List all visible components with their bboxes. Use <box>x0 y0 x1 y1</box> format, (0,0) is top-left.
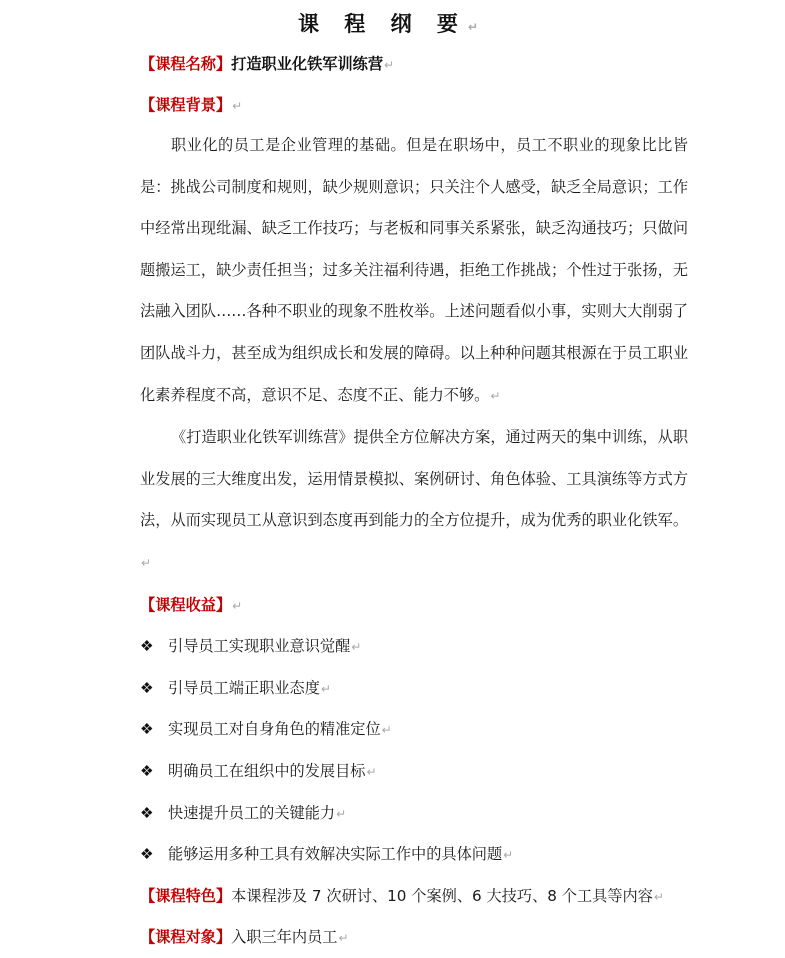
benefits-label: 【课程收益】 <box>140 596 232 614</box>
paragraph-mark-icon: ↵ <box>141 555 152 570</box>
features-label: 【课程特色】 <box>140 887 232 905</box>
benefit-item <box>140 803 700 824</box>
benefit-item <box>140 761 700 782</box>
background-paragraph-1-text: 职业化的员工是企业管理的基础。但是在职场中，员工不职业的现象比比皆是：挑战公司制度和规则，缺少规则意识；只关注个人感受，缺乏全局意识；工作中经常出现纰漏、缺乏工作技巧；与老板和同事关系紧张，缺乏沟通技巧；只做问题搬运工，缺少责任担当；过多关注福利待遇，拒绝工作挑战；个性过于张扬，无法融入团队……各种不职业的现象不胜枚举。上述问题看似小事，实则大大削弱了团队战斗力，甚至成为组织成长和发展的障碍。以上种种问题其根源在于员工职业化素养程度不高，意识不足、态度不正、能力不够。 <box>140 136 688 404</box>
benefit-item-text: 引导员工实现职业意识觉醒 <box>168 637 351 655</box>
document-title <box>0 8 785 38</box>
paragraph-mark-icon: ↵ <box>653 890 664 904</box>
benefit-item <box>140 678 700 699</box>
benefit-item <box>140 844 700 865</box>
paragraph-mark-icon: ↵ <box>490 388 501 403</box>
features-line <box>140 886 740 907</box>
paragraph-mark-icon: ↵ <box>320 682 331 696</box>
background-paragraph-1 <box>140 125 688 417</box>
audience-label: 【课程对象】 <box>140 928 232 946</box>
paragraph-mark-icon: ↵ <box>381 723 392 737</box>
paragraph-mark-icon: ↵ <box>467 20 487 34</box>
paragraph-mark-icon: ↵ <box>232 599 243 613</box>
audience-line <box>140 927 688 948</box>
background-paragraph-2-text: 《打造职业化铁军训练营》提供全方位解决方案，通过两天的集中训练，从职业发展的三大维度出发，运用情景模拟、案例研讨、角色体验、工具演练等方式方法，从而实现员工从意识到态度再到能力的全方位提升，成为优秀的职业化铁军。 <box>140 428 688 530</box>
paragraph-mark-icon: ↵ <box>366 765 377 779</box>
paragraph-mark-icon: ↵ <box>351 640 362 654</box>
diamond-bullet-icon: ❖ <box>140 679 154 697</box>
paragraph-mark-icon: ↵ <box>503 848 514 862</box>
benefit-item-text: 明确员工在组织中的发展目标 <box>168 762 366 780</box>
paragraph-mark-icon: ↵ <box>336 807 347 821</box>
background-heading <box>140 95 688 116</box>
diamond-bullet-icon: ❖ <box>140 804 154 822</box>
audience-value: 入职三年内员工 <box>231 928 338 946</box>
paragraph-mark-icon: ↵ <box>232 99 243 113</box>
title-text: 课 程 纲 要 <box>298 12 467 36</box>
benefit-item-text: 引导员工端正职业态度 <box>168 679 320 697</box>
diamond-bullet-icon: ❖ <box>140 762 154 780</box>
diamond-bullet-icon: ❖ <box>140 845 154 863</box>
course-name-line <box>140 54 688 75</box>
background-paragraph-2 <box>140 417 688 584</box>
paragraph-mark-icon: ↵ <box>384 58 395 72</box>
benefit-item <box>140 719 700 740</box>
diamond-bullet-icon: ❖ <box>140 720 154 738</box>
paragraph-mark-icon: ↵ <box>338 931 349 945</box>
benefits-heading <box>140 595 688 616</box>
benefit-item <box>140 636 700 657</box>
course-name-label: 【课程名称】 <box>140 55 232 73</box>
background-label: 【课程背景】 <box>140 96 232 114</box>
benefit-item-text: 快速提升员工的关键能力 <box>168 804 336 822</box>
benefit-item-text: 能够运用多种工具有效解决实际工作中的具体问题 <box>168 845 503 863</box>
benefit-item-text: 实现员工对自身角色的精准定位 <box>168 720 381 738</box>
course-name-value: 打造职业化铁军训练营 <box>231 55 383 73</box>
diamond-bullet-icon: ❖ <box>140 637 154 655</box>
features-value: 本课程涉及 7 次研讨、10 个案例、6 大技巧、8 个工具等内容 <box>231 887 653 905</box>
